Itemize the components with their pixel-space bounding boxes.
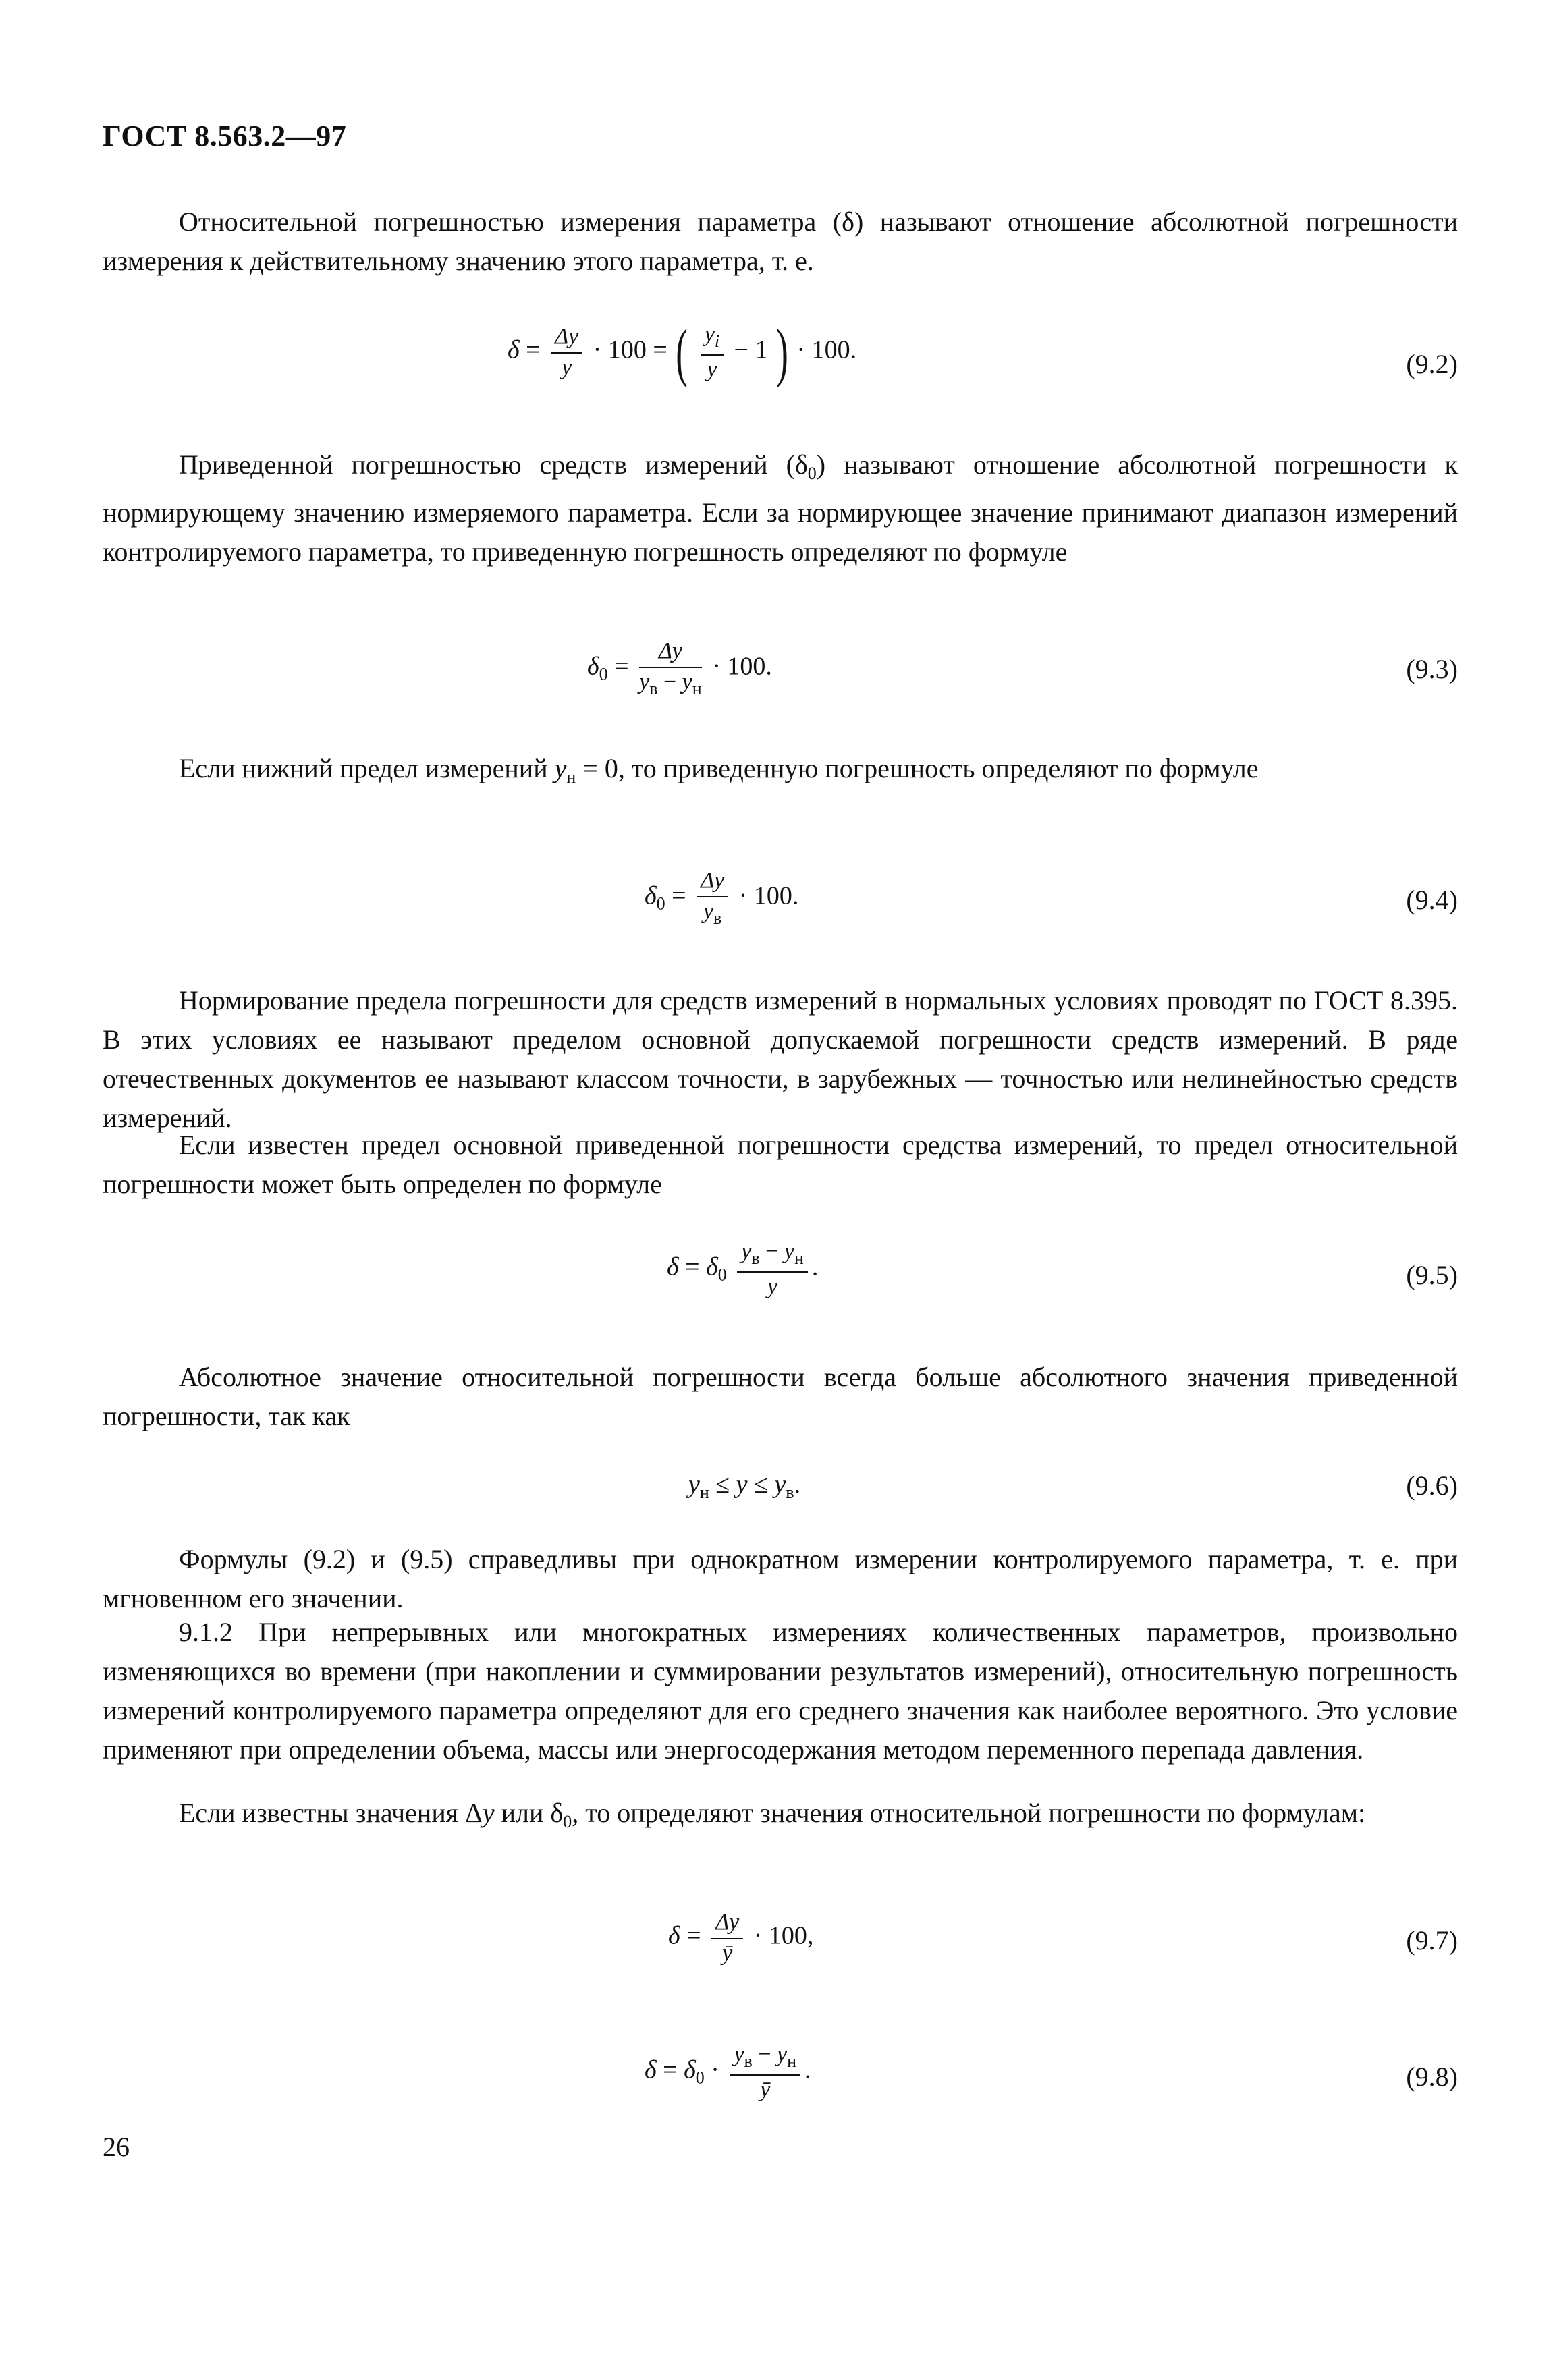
paragraph-9-1-2: 9.1.2 При непрерывных или многократных измерениях количественных параметров, произвольно изменяющихся во времени (при накоплении и суммировании результатов измерений), относительную погрешность измерений контролируемого параметра определяют для его среднего значения как наиболее вероятного. Это условие применяют при определении объема, массы или энергосодержания методом переменного перепада давления.: [103, 1617, 1458, 1765]
equation-9-4: $\delta_0$ = $\frac{\Delta y}{y_в}$ · 100.: [645, 868, 799, 928]
equation-number: (9.3): [1406, 654, 1458, 684]
paragraph-normalization: Нормирование предела погрешности для средств измерений в нормальных условиях проводят по ГОСТ 8.395. В этих условиях ее называют пределом основной допускаемой погрешности средств измерений. В ряде отечественных документов ее называют классом точности, в зарубежных — точностью или нелинейностью средств измерений.: [103, 985, 1458, 1133]
paragraph-known-values: Если известны значения Δy или $\delta_0$, то определяют значения относительной погрешности по формулам:: [179, 1798, 1366, 1831]
equation-9-5: $\delta = \delta_0$ $\frac{y_в - y_н}{y}$ .: [667, 1239, 819, 1299]
paragraph-relative-error: Относительной погрешностью измерения параметра (δ) называют отношение абсолютной погрешности измерения к действительному значению этого параметра, т. е.: [103, 206, 1458, 276]
equation-9-3: $\delta_0$ = $\frac{\Delta y}{y_в - y_н}$ · 100.: [587, 638, 772, 698]
paragraph-reduced-error: Приведенной погрешностью средств измерений $(\delta_0)$ называют отношение абсолютной погрешности к нормирующему значению измеряемого параметра. Если за нормирующее значение принимают диапазон измерений контролируемого параметра, то приведенную погрешность определяют по формуле: [103, 449, 1458, 567]
paragraph-formulas-valid: Формулы (9.2) и (9.5) справедливы при однократном измерении контролируемого параметра, т. е. при мгновенном его значении.: [103, 1544, 1458, 1613]
equation-9-7: δ = $\frac{\Delta y}{ȳ}$ · 100,: [668, 1910, 814, 1966]
document-header: ГОСТ 8.563.2—97: [103, 119, 347, 153]
equation-9-8: $\delta = \delta_0$ · $\frac{y_в - y_н}{ȳ}$ .: [645, 2042, 811, 2102]
page-number: 26: [103, 2132, 130, 2162]
equation-number: (9.7): [1406, 1925, 1458, 1956]
paragraph-known-limit: Если известен предел основной приведенной погрешности средства измерений, то предел относительной погрешности может быть определен по формуле: [103, 1130, 1458, 1199]
equation-number: (9.5): [1406, 1260, 1458, 1290]
equation-9-2: δ = $\frac{\Delta y}{y}$ · 100 = ( $\frac{y_i}{y}$ − 1 ) · 100.: [508, 316, 857, 388]
paragraph-absolute-value: Абсолютное значение относительной погрешности всегда больше абсолютного значения приведенной погрешности, так как: [103, 1362, 1458, 1431]
paragraph-lower-limit: Если нижний предел измерений $y_н = 0$, то приведенную погрешность определяют по формуле: [179, 753, 1259, 787]
equation-9-6: $y_н \le y \le y_в$.: [688, 1470, 801, 1502]
equation-number: (9.4): [1406, 885, 1458, 915]
equation-number: (9.6): [1406, 1470, 1458, 1501]
equation-number: (9.8): [1406, 2061, 1458, 2092]
equation-number: (9.2): [1406, 349, 1458, 379]
